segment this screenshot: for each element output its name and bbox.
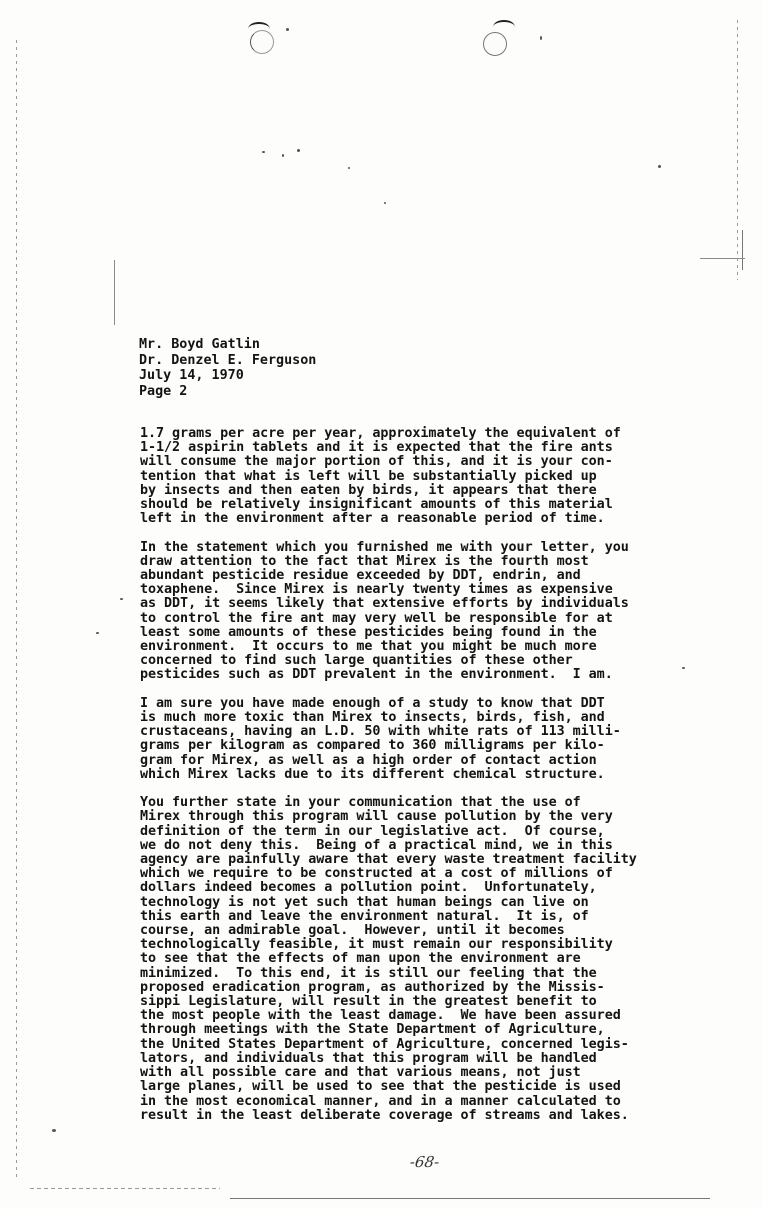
scan-speck — [297, 149, 300, 152]
recipient-name: Mr. Boyd Gatlin — [139, 337, 260, 352]
scan-speck — [96, 632, 99, 634]
text-line: course, an admirable goal. However, until it becomes — [140, 923, 565, 939]
body-paragraph — [140, 541, 700, 683]
text-line: we do not deny this. Being of a practical mind, we in this — [140, 837, 613, 853]
scan-margin-line — [114, 260, 115, 325]
text-line: technology is not yet such that human beings can live on — [140, 894, 589, 910]
scan-speck — [120, 598, 123, 600]
text-line: which we require to be constructed at a cost of millions of — [140, 866, 613, 882]
scan-speck — [658, 165, 661, 168]
text-line: In the statement which you furnished me with your letter, you — [140, 539, 629, 555]
letter-date: July 14, 1970 — [139, 368, 244, 384]
text-line: agency are painfully aware that every waste treatment facility — [140, 852, 637, 868]
text-line: should be relatively insignificant amounts of this material — [140, 497, 613, 513]
scan-margin-line — [737, 20, 738, 280]
text-line: concerned to find such large quantities of these other — [140, 653, 573, 669]
text-line: lators, and individuals that this program will be handled — [140, 1050, 597, 1066]
text-line: I am sure you have made enough of a study to know that DDT — [140, 695, 605, 711]
text-line: to see that the effects of man upon the environment are — [140, 951, 581, 967]
text-line: through meetings with the State Department of Agriculture, — [140, 1022, 605, 1038]
scan-edge-line — [30, 1188, 220, 1189]
text-line: 1.7 grams per acre per year, approximately the equivalent of — [140, 426, 621, 441]
body-paragraph — [140, 427, 700, 526]
text-line: dollars indeed becomes a pollution point. Unfortunately, — [140, 880, 597, 896]
text-line: grams per kilogram as compared to 360 milligrams per kilo- — [140, 738, 605, 754]
text-line: will consume the major portion of this, and it is your con- — [140, 454, 613, 470]
text-line: result in the least deliberate coverage of streams and lakes. — [140, 1107, 629, 1123]
text-line: to control the fire ant may very well be responsible for at — [140, 610, 613, 626]
scan-margin-line — [742, 230, 743, 270]
text-line: left in the environment after a reasonable period of time. — [140, 511, 605, 527]
scan-margin-line — [16, 40, 17, 1180]
text-line: the most people with the least damage. We have been assured — [140, 1008, 621, 1024]
text-line: pesticides such as DDT prevalent in the environment. I am. — [140, 667, 613, 683]
body-paragraph — [140, 796, 700, 1123]
text-line: this earth and leave the environment natural. It is, of — [140, 908, 589, 924]
text-line: gram for Mirex, as well as a high order of contact action — [140, 752, 597, 768]
text-line: the United States Department of Agriculture, concerned legis- — [140, 1036, 629, 1052]
text-line: is much more toxic than Mirex to insects, birds, fish, and — [140, 710, 605, 726]
scan-speck — [384, 202, 386, 204]
text-line: definition of the term in our legislative act. Of course, — [140, 823, 605, 839]
scan-edge-line — [230, 1198, 710, 1199]
scan-speck — [286, 28, 289, 31]
text-line: technologically feasible, it must remain our responsibility — [140, 937, 613, 953]
page-number: -68- — [408, 1153, 441, 1171]
scan-speck — [540, 36, 542, 40]
scan-speck — [282, 154, 284, 157]
text-line: with all possible care and that various means, not just — [140, 1065, 581, 1081]
letter-header — [139, 337, 316, 399]
text-line: Mirex through this program will cause pollution by the very — [140, 809, 613, 825]
recipient-name: Dr. Denzel E. Ferguson — [139, 352, 317, 368]
body-paragraph — [140, 697, 700, 782]
text-line: in the most economical manner, and in a manner calculated to — [140, 1093, 621, 1109]
text-line: You further state in your communication that the use of — [140, 795, 581, 811]
text-line: large planes, will be used to see that the pesticide is used — [140, 1079, 621, 1095]
text-line: crustaceans, having an L.D. 50 with white rats of 113 milli- — [140, 724, 621, 740]
text-line: as DDT, it seems likely that extensive efforts by individuals — [140, 596, 629, 612]
scan-edge-line — [700, 258, 745, 259]
text-line: draw attention to the fact that Mirex is the fourth most — [140, 553, 589, 569]
text-line: by insects and then eaten by birds, it appears that there — [140, 482, 597, 498]
text-line: sippi Legislature, will result in the greatest benefit to — [140, 994, 597, 1010]
scan-speck — [52, 1129, 56, 1132]
text-line: tention that what is left will be substantially picked up — [140, 468, 597, 484]
letter-body — [140, 427, 700, 1137]
text-line: 1-1/2 aspirin tablets and it is expected that the fire ants — [140, 440, 613, 456]
text-line: environment. It occurs to me that you might be much more — [140, 639, 597, 655]
punch-hole-left — [250, 30, 274, 54]
scan-speck — [348, 167, 350, 169]
text-line: proposed eradication program, as authorized by the Missis- — [140, 979, 605, 995]
text-line: minimized. To this end, it is still our feeling that the — [140, 965, 597, 981]
scan-speck — [262, 151, 265, 153]
text-line: abundant pesticide residue exceeded by DDT, endrin, and — [140, 568, 581, 584]
text-line: least some amounts of these pesticides being found in the — [140, 624, 597, 640]
text-line: which Mirex lacks due to its different chemical structure. — [140, 766, 605, 782]
punch-hole-right — [483, 32, 507, 56]
page-label: Page 2 — [139, 383, 188, 399]
text-line: toxaphene. Since Mirex is nearly twenty times as expensive — [140, 582, 613, 598]
